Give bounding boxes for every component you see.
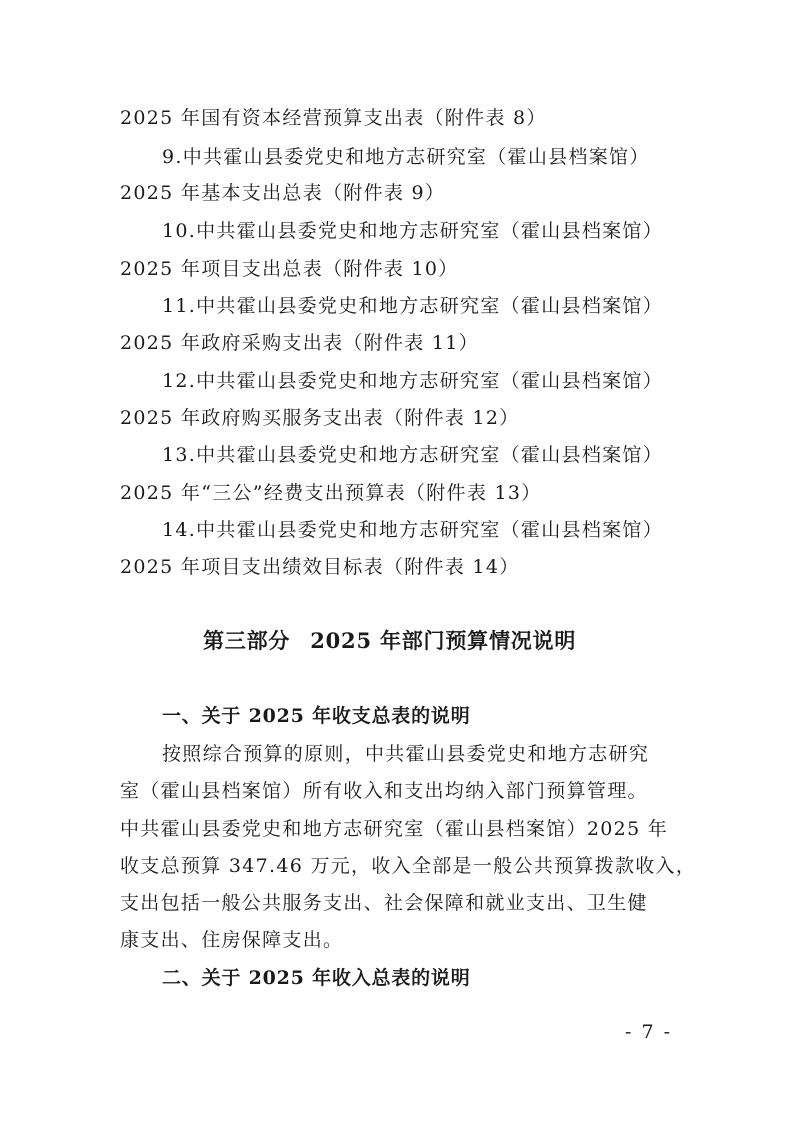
paragraph-line: 康支出、住房保障支出。 (120, 929, 344, 951)
paragraph-line: 中共霍山县委党史和地方志研究室（霍山县档案馆）2025 年 (120, 818, 669, 840)
section-part-label: 第三部分 (203, 628, 291, 653)
list-item: 11.中共霍山县委党史和地方志研究室（霍山县档案馆） (162, 295, 664, 317)
section-title: 2025 年部门预算情况说明 (310, 628, 577, 653)
section-heading (203, 628, 576, 654)
page-number: - 7 - (625, 1021, 673, 1043)
paragraph-line: 支出包括一般公共服务支出、社会保障和就业支出、卫生健 (120, 892, 648, 914)
list-item: 2025 年政府采购支出表（附件表 11） (120, 332, 479, 354)
list-item: 2025 年项目支出总表（附件表 10） (120, 258, 459, 280)
list-item: 13.中共霍山县委党史和地方志研究室（霍山县档案馆） (162, 444, 664, 466)
list-item: 12.中共霍山县委党史和地方志研究室（霍山县档案馆） (162, 370, 664, 392)
list-item: 2025 年项目支出绩效目标表（附件表 14） (120, 556, 520, 578)
list-item: 2025 年基本支出总表（附件表 9） (120, 182, 446, 204)
paragraph-line: 收支总预算 347.46 万元，收入全部是一般公共预算拨款收入， (120, 855, 697, 877)
list-item: 2025 年政府购买服务支出表（附件表 12） (120, 407, 520, 429)
paragraph-line: 室（霍山县档案馆）所有收入和支出均纳入部门预算管理。 (120, 780, 648, 802)
list-item: 2025 年“三公”经费支出预算表（附件表 13） (120, 482, 542, 504)
subsection-heading: 二、关于 2025 年收入总表的说明 (162, 967, 471, 989)
list-item: 2025 年国有资本经营预算支出表（附件表 8） (120, 107, 547, 129)
list-item: 10.中共霍山县委党史和地方志研究室（霍山县档案馆） (162, 220, 664, 242)
list-item: 14.中共霍山县委党史和地方志研究室（霍山县档案馆） (162, 519, 664, 541)
subsection-heading: 一、关于 2025 年收支总表的说明 (162, 705, 471, 727)
paragraph-line: 按照综合预算的原则，中共霍山县委党史和地方志研究 (162, 743, 650, 765)
list-item: 9.中共霍山县委党史和地方志研究室（霍山县档案馆） (162, 146, 650, 168)
